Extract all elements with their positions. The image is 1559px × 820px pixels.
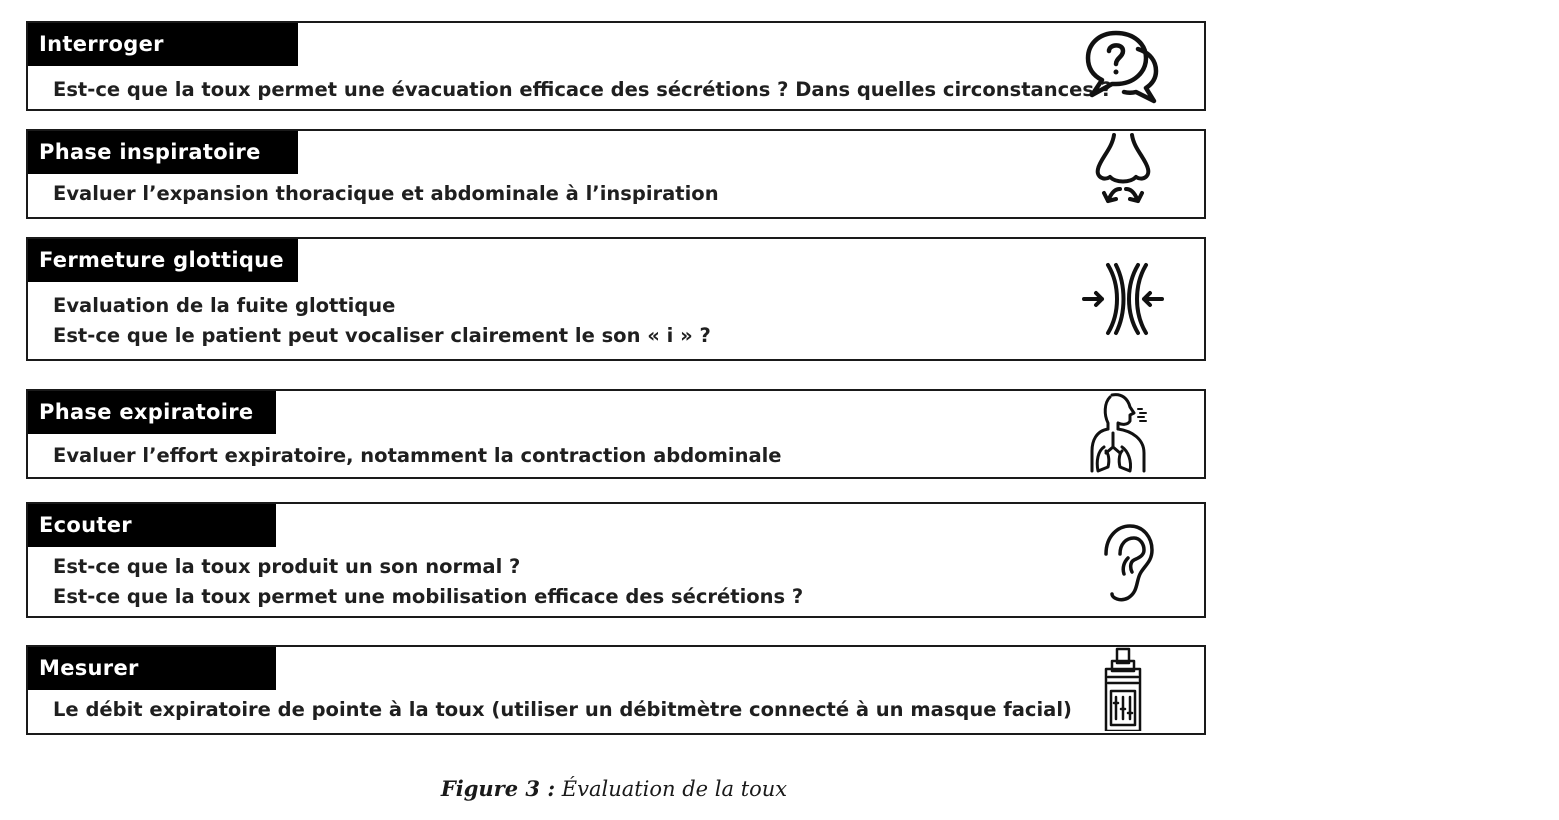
section-phase-inspiratoire (26, 129, 1206, 219)
nose-inhale-icon (1078, 131, 1168, 215)
figure-caption-label: Figure 3 : (440, 776, 556, 801)
section-title: Ecouter (28, 504, 276, 547)
section-body (53, 291, 711, 351)
section-interroger (26, 21, 1206, 111)
section-title: Phase expiratoire (28, 391, 276, 434)
section-body (53, 695, 1072, 725)
section-line: Est-ce que la toux permet une évacuation efficace des sécrétions ? Dans quelles circonstances ? (53, 78, 1113, 101)
section-title: Phase inspiratoire (28, 131, 298, 174)
section-title: Mesurer (28, 647, 276, 690)
section-line: Est-ce que le patient peut vocaliser clairement le son « i » ? (53, 324, 711, 347)
section-mesurer (26, 645, 1206, 735)
section-ecouter (26, 502, 1206, 618)
section-line: Evaluation de la fuite glottique (53, 294, 396, 317)
section-body (53, 552, 803, 612)
section-fermeture-glottique (26, 237, 1206, 361)
figure-caption-text: Évaluation de la toux (561, 777, 788, 801)
section-title: Fermeture glottique (28, 239, 298, 282)
section-body (53, 441, 782, 471)
section-line: Le débit expiratoire de pointe à la toux (utiliser un débitmètre connecté à un masque facial) (53, 698, 1072, 721)
section-line: Evaluer l’expansion thoracique et abdominale à l’inspiration (53, 182, 719, 205)
lungs-exhale-icon (1078, 391, 1168, 475)
section-phase-expiratoire (26, 389, 1206, 479)
glottis-closure-icon (1078, 257, 1168, 341)
speech-bubble-question-icon (1078, 25, 1168, 109)
section-line: Est-ce que la toux permet une mobilisation efficace des sécrétions ? (53, 585, 804, 608)
section-line: Est-ce que la toux produit un son normal ? (53, 555, 521, 578)
section-line: Evaluer l’effort expiratoire, notamment la contraction abdominale (53, 444, 782, 467)
ear-icon (1078, 520, 1168, 604)
figure-caption (0, 776, 1228, 801)
peak-flow-meter-icon (1078, 647, 1168, 731)
section-title: Interroger (28, 23, 298, 66)
section-body (53, 75, 1112, 105)
section-body (53, 179, 719, 209)
